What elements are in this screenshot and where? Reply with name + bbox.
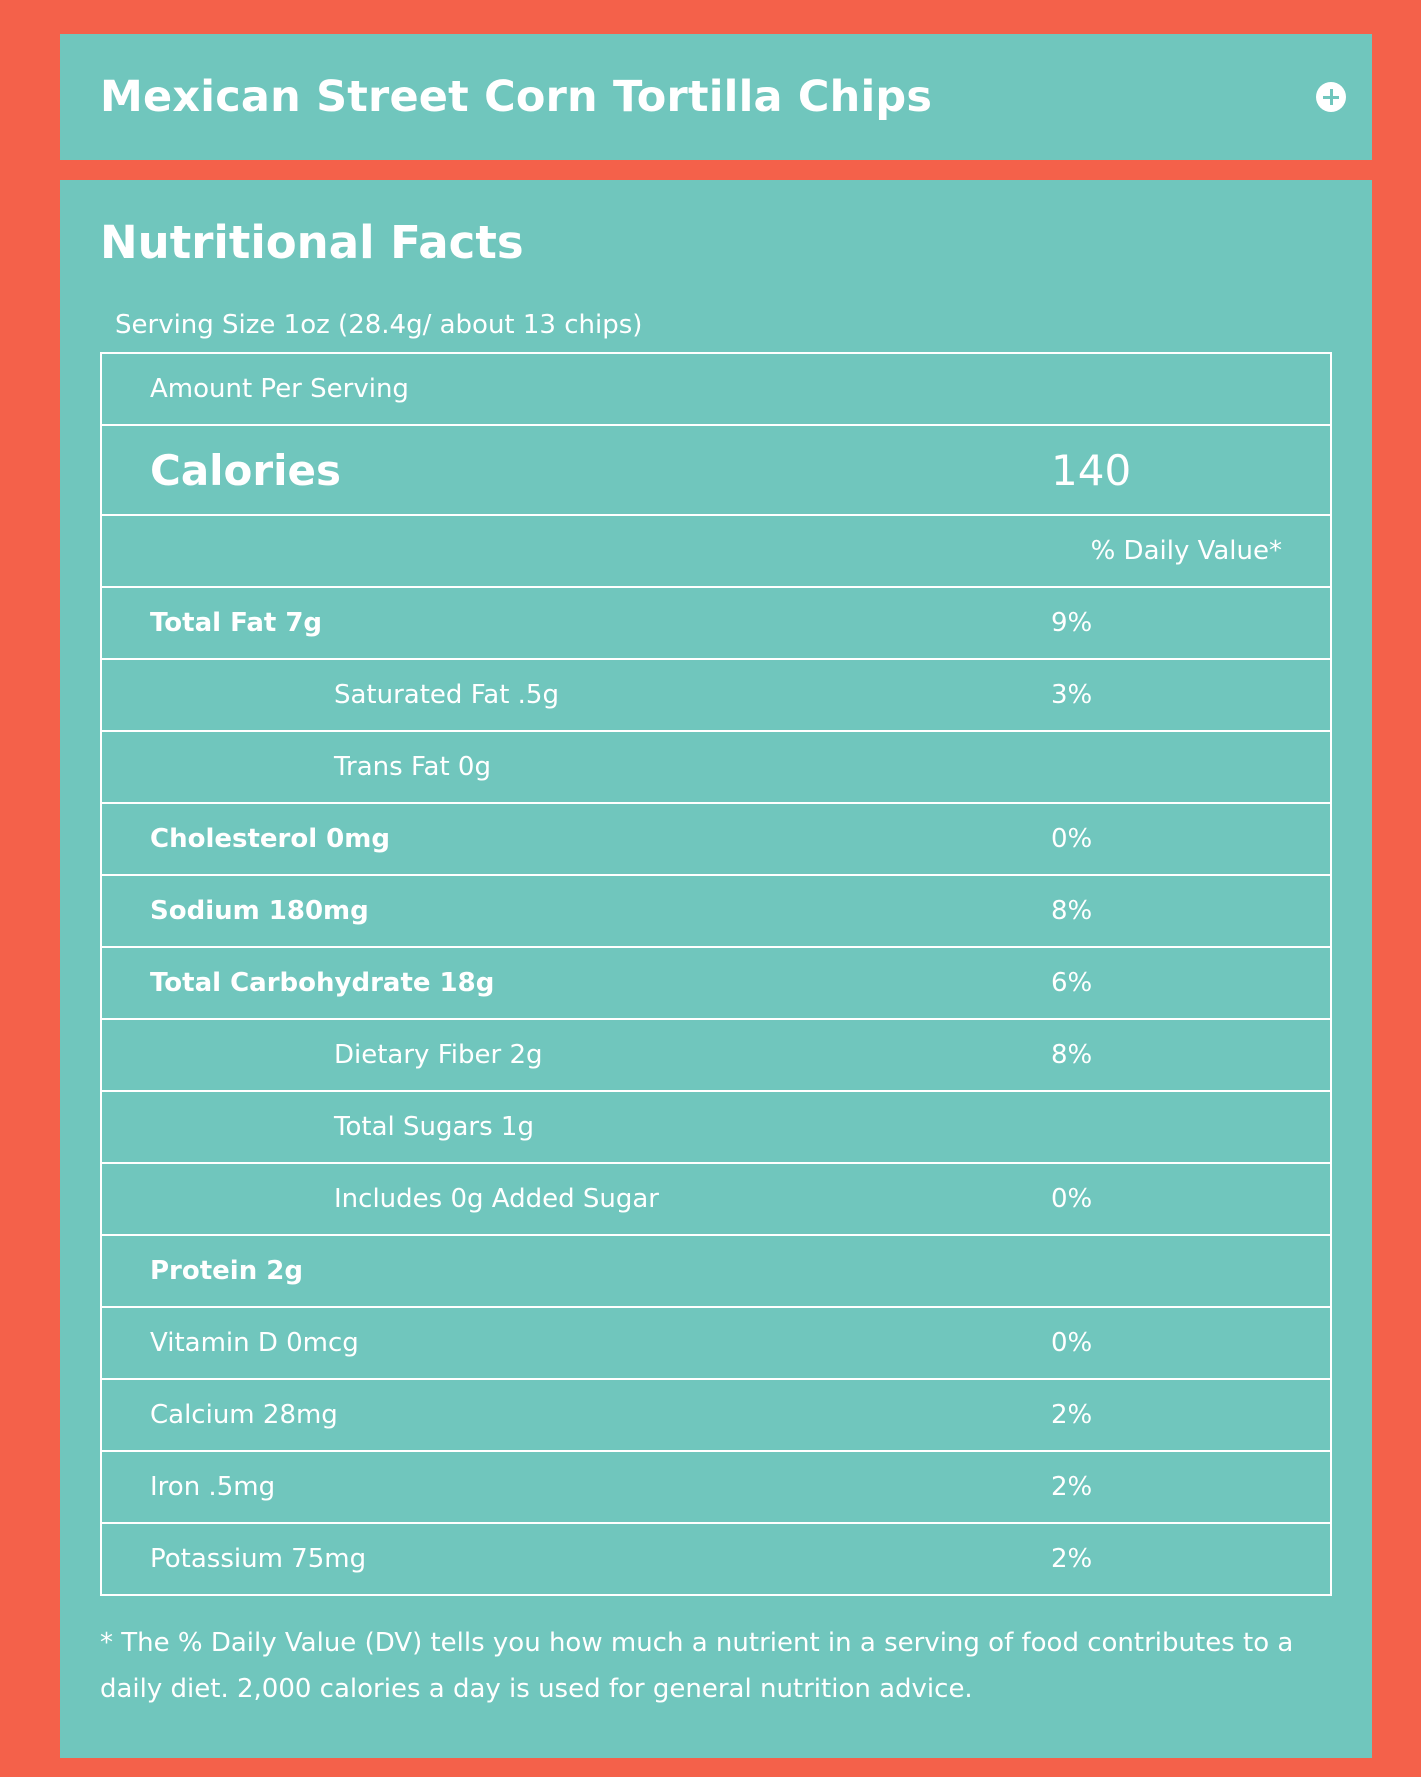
nutrient-label: Trans Fat 0g <box>101 731 1051 803</box>
plus-circle-icon[interactable] <box>1316 82 1346 112</box>
nutrient-dv: 8% <box>1051 875 1331 947</box>
nutrient-label: Protein 2g <box>101 1235 1051 1307</box>
nutrient-dv: 2% <box>1051 1451 1331 1523</box>
table-row <box>101 1307 1331 1379</box>
nutrient-label: Dietary Fiber 2g <box>101 1019 1051 1091</box>
table-row <box>101 1163 1331 1235</box>
table-row <box>101 875 1331 947</box>
nutrient-dv: 2% <box>1051 1379 1331 1451</box>
amount-per-serving: Amount Per Serving <box>150 374 409 404</box>
daily-value-footnote: * The % Daily Value (DV) tells you how much a nutrient in a serving of food contributes to a daily diet. 2,000 calories a day is used for general nutrition advice. <box>100 1628 1294 1704</box>
nutrition-panel <box>60 180 1372 1758</box>
nutrient-label: Includes 0g Added Sugar <box>101 1163 1051 1235</box>
nutrient-dv: 0% <box>1051 1163 1331 1235</box>
table-row <box>101 1091 1331 1163</box>
nutrient-label: Iron .5mg <box>101 1451 1051 1523</box>
table-row-amount-per-serving <box>101 353 1331 425</box>
nutrient-dv: 9% <box>1051 587 1331 659</box>
nutrient-label: Sodium 180mg <box>101 875 1051 947</box>
nutrient-dv: 0% <box>1051 803 1331 875</box>
nutrient-dv: 2% <box>1051 1523 1331 1595</box>
nutrient-label: Total Fat 7g <box>101 587 1051 659</box>
table-row <box>101 1019 1331 1091</box>
calories-label: Calories <box>101 425 1051 515</box>
section-title: Nutritional Facts <box>100 216 524 269</box>
table-row <box>101 1523 1331 1595</box>
nutrient-dv: 0% <box>1051 1307 1331 1379</box>
table-row <box>101 659 1331 731</box>
nutrient-dv: 6% <box>1051 947 1331 1019</box>
table-row <box>101 587 1331 659</box>
nutrient-dv <box>1051 1235 1331 1307</box>
nutrient-label: Cholesterol 0mg <box>101 803 1051 875</box>
nutrient-label: Calcium 28mg <box>101 1379 1051 1451</box>
daily-value-header: % Daily Value* <box>101 515 1331 587</box>
table-row-calories <box>101 425 1331 515</box>
nutrition-facts-table <box>100 352 1332 1596</box>
table-row <box>101 1235 1331 1307</box>
nutrient-dv <box>1051 731 1331 803</box>
table-row <box>101 1379 1331 1451</box>
table-row <box>101 731 1331 803</box>
product-title: Mexican Street Corn Tortilla Chips <box>100 72 933 122</box>
nutrient-label: Potassium 75mg <box>101 1523 1051 1595</box>
nutrient-dv <box>1051 1091 1331 1163</box>
table-row <box>101 947 1331 1019</box>
nutrient-label: Total Sugars 1g <box>101 1091 1051 1163</box>
nutrient-label: Saturated Fat .5g <box>101 659 1051 731</box>
table-row-dv-header <box>101 515 1331 587</box>
nutrient-label: Total Carbohydrate 18g <box>101 947 1051 1019</box>
calories-value: 140 <box>1051 425 1331 515</box>
nutrient-dv: 3% <box>1051 659 1331 731</box>
product-header[interactable] <box>60 34 1372 160</box>
serving-size: Serving Size 1oz (28.4g/ about 13 chips) <box>115 310 643 340</box>
table-row <box>101 1451 1331 1523</box>
nutrient-label: Vitamin D 0mcg <box>101 1307 1051 1379</box>
table-row <box>101 803 1331 875</box>
nutrient-dv: 8% <box>1051 1019 1331 1091</box>
